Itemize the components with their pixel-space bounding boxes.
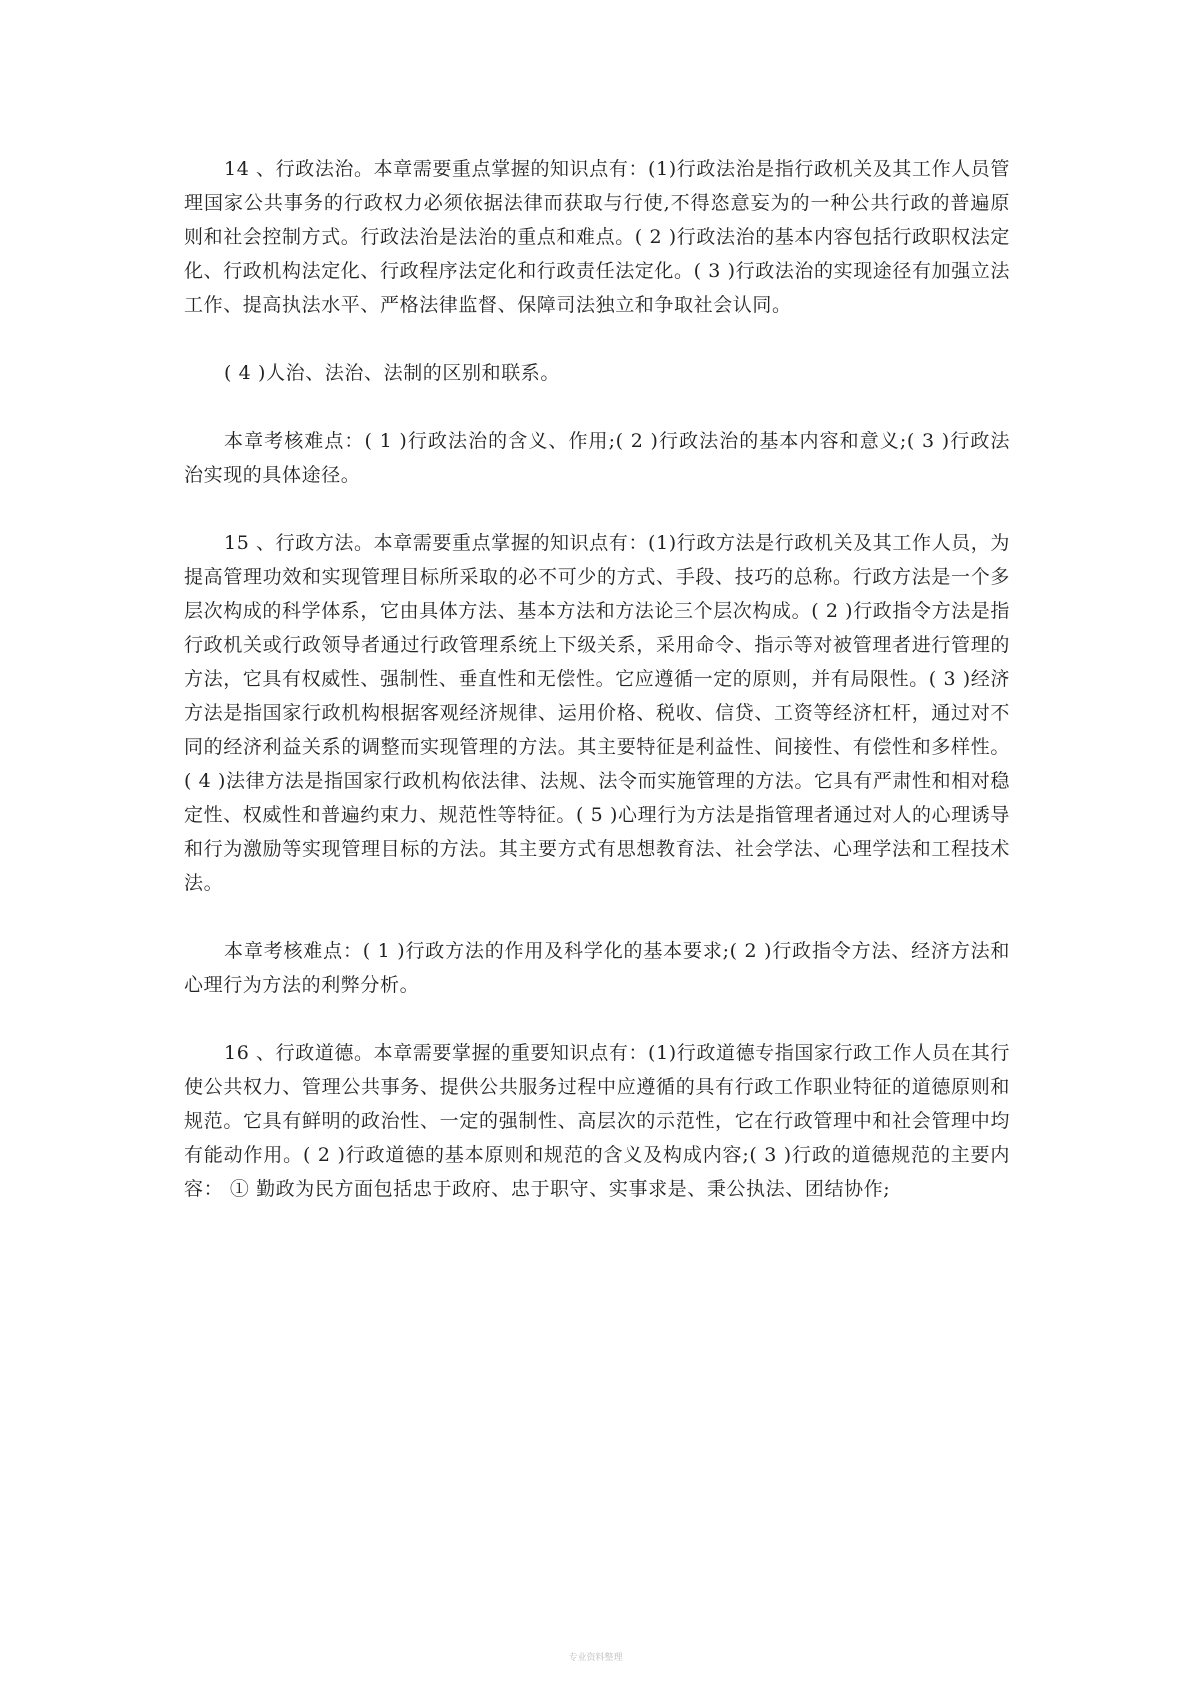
paragraph-16-administrative-ethics: 16 、行政道德。本章需要掌握的重要知识点有：(1)行政道德专指国家行政工作人员在其行使公共权力、管理公共事务、提供公共服务过程中应遵循的具有行政工作职业特征的道德原则和规范。它具有鲜明的政治性、一定的强制性、高层次的示范性，它在行政管理中和社会管理中均有能动作用。( 2 )行政道德的基本原则和规范的含义及构成内容;( 3 )行政的道德规范的主要内容： ① 勤政为民方面包括忠于政府、忠于职守、实事求是、秉公执法、团结协作; (184, 1042, 1010, 1200)
paragraph-gap (184, 390, 1010, 424)
paragraph-gap (184, 322, 1010, 356)
paragraph-14-administrative-rule-of-law: 14 、行政法治。本章需要重点掌握的知识点有：(1)行政法治是指行政机关及其工作人员管理国家公共事务的行政权力必须依据法律而获取与行使,不得恣意妄为的一种公共行政的普遍原则和社会控制方式。行政法治是法治的重点和难点。( 2 )行政法治的基本内容包括行政职权法定化、行政机构法定化、行政程序法定化和行政责任法定化。( 3 )行政法治的实现途径有加强立法工作、提高执法水平、严格法律监督、保障司法独立和争取社会认同。 (184, 158, 1010, 316)
paragraph-gap (184, 492, 1010, 526)
document-body (184, 152, 1010, 1206)
paragraph-14-item-4: ( 4 )人治、法治、法制的区别和联系。 (224, 362, 560, 384)
paragraph-gap (184, 900, 1010, 934)
paragraph-gap (184, 1002, 1010, 1036)
paragraph-15-administrative-methods: 15 、行政方法。本章需要重点掌握的知识点有：(1)行政方法是行政机关及其工作人员，为提高管理功效和实现管理目标所采取的必不可少的方式、手段、技巧的总称。行政方法是一个多层次构成的科学体系，它由具体方法、基本方法和方法论三个层次构成。( 2 )行政指令方法是指行政机关或行政领导者通过行政管理系统上下级关系，采用命令、指示等对被管理者进行管理的方法，它具有权威性、强制性、垂直性和无偿性。它应遵循一定的原则，并有局限性。( 3 )经济方法是指国家行政机构根据客观经济规律、运用价格、税收、信贷、工资等经济杠杆，通过对不同的经济利益关系的调整而实现管理的方法。其主要特征是利益性、间接性、有偿性和多样性。( 4 )法律方法是指国家行政机构依法律、法规、法令而实施管理的方法。它具有严肃性和相对稳定性、权威性和普遍约束力、规范性等特征。( 5 )心理行为方法是指管理者通过对人的心理诱导和行为激励等实现管理目标的方法。其主要方式有思想教育法、社会学法、心理学法和工程技术法。 (184, 532, 1010, 894)
page-footer: 专业资料整理 (568, 1653, 623, 1663)
paragraph-14-difficulties: 本章考核难点：( 1 )行政法治的含义、作用;( 2 )行政法治的基本内容和意义;( 3 )行政法治实现的具体途径。 (184, 430, 1010, 486)
paragraph-15-difficulties: 本章考核难点：( 1 )行政方法的作用及科学化的基本要求;( 2 )行政指令方法、经济方法和心理行为方法的利弊分析。 (184, 940, 1010, 996)
